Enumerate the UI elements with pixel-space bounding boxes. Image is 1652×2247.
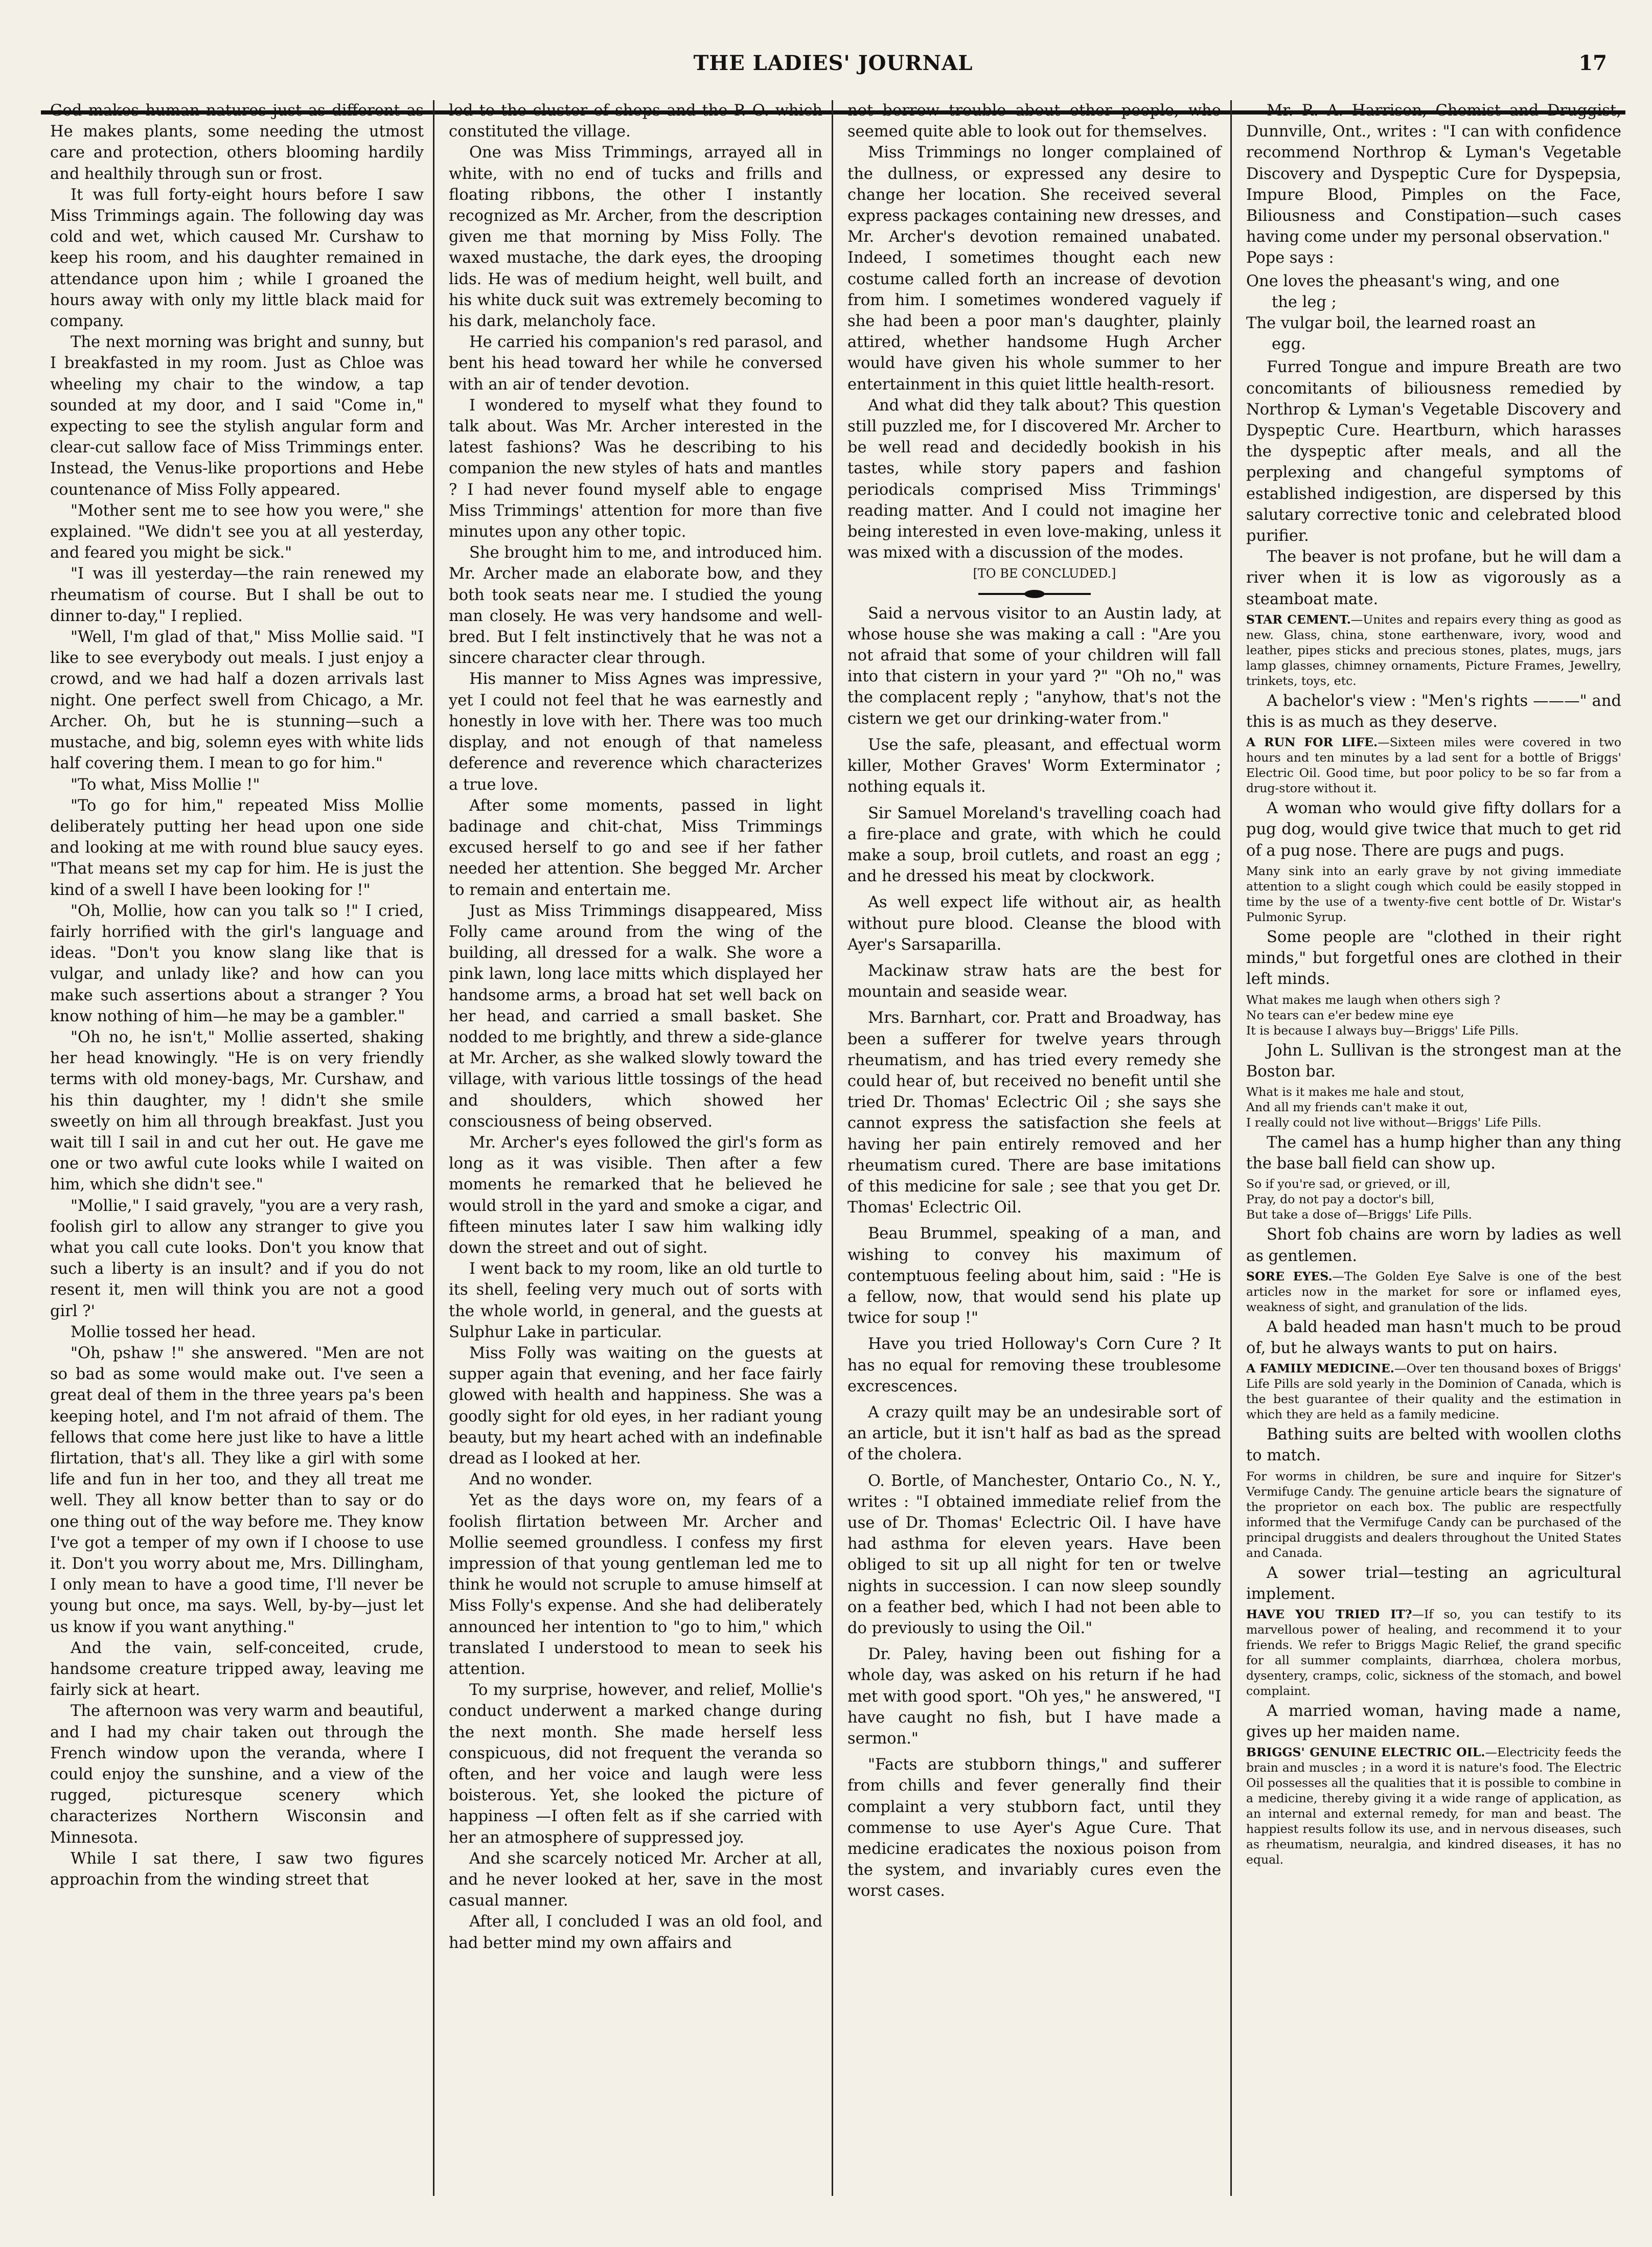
run-for-life-ad — [1246, 735, 1621, 796]
story-paragraph: And no wonder. — [469, 1471, 593, 1489]
paragraph-item: As well expect life without air, as health without pure blood. Cleanse the blood with Ayer's Sarsaparilla. — [847, 893, 1221, 954]
story-paragraph: Mollie tossed her head. — [71, 1323, 256, 1341]
story-paragraph: Just as Miss Trimmings disappeared, Miss Folly came around from the wing of the building, all dressed for a walk. She wore a pink lawn, long lace mitts which displayed her handsome arms, a broad hat set well back on her head, and carried a small basket. She nodded to me brightly, and threw a side-glance at Mr. Archer, as she walked slowly toward the village, with various little tossings of the head and shoulders, which showed her consciousness of being observed. — [449, 902, 822, 1131]
story-paragraph: "To what, Miss Mollie !" — [71, 775, 260, 794]
family-medicine-ad — [1246, 1361, 1621, 1422]
story-paragraph: Mr. Archer's eyes followed the girl's form as long as it was visible. Then after a few moments he remarked that he believed he would stroll in the yard and smoke a cigar, and fifteen minutes later I saw him walking idly down the street and out of sight. — [449, 1133, 822, 1257]
life-pills-verse — [1246, 1084, 1621, 1130]
story-paragraph: He carried his companion's red parasol, and bent his head toward her while he conversed with an air of tender devotion. — [449, 333, 822, 394]
page-columns — [41, 100, 1625, 2221]
ad-body: —If so, you can testify to its marvellous power of healing, and recommend it to your friends. We refer to Briggs Magic Relief, the grand specific for all summer complaints, diarrhœa, cholera morbus, dysentery, cramps, colic, sickness of the stomach, and bowel complaint. — [1246, 1607, 1621, 1698]
story-paragraph: The next morning was bright and sunny, but I breakfasted in my room. Just as Chloe was wheeling my chair to the window, a tap sounded at my door, and I said "Come in," expecting to see the stylish angular form and clear-cut sallow face of Miss Trimmings enter. Instead, the Venus-like proportions and Hebe countenance of Miss Folly appeared. — [50, 333, 424, 499]
ornamental-divider — [978, 593, 1091, 595]
story-paragraph: The afternoon was very warm and beautiful, and I had my chair taken out through the French window upon the veranda, where I could enjoy the sunshine, and a view of the rugged, picturesque scenery which characterizes Northern Wisconsin and Minnesota. — [50, 1702, 424, 1847]
ad-body: —The Golden Eye Salve is one of the best articles now in the market for sore or inflamed eyes, weakness of sight, and granulation of the lids. — [1246, 1269, 1621, 1314]
verse-line: And all my friends can't make it out, — [1246, 1099, 1468, 1114]
verse-line: The vulgar boil, the learned roast an — [1246, 314, 1536, 333]
column-2 — [440, 100, 833, 2196]
story-paragraph: And what did they talk about? This question still puzzled me, for I discovered Mr. Archer to be well read and decidedly bookish in his tastes, while story papers and fashion periodicals comprised Miss Trimmings' reading matter. And I could not imagine her being interested in even love-making, unless it was mixed with a discussion of the modes. — [847, 396, 1221, 562]
ad-lead: HAVE YOU TRIED IT? — [1246, 1607, 1412, 1621]
column-4 — [1237, 100, 1631, 2196]
column-1 — [41, 100, 434, 2196]
paragraph-item: O. Bortle, of Manchester, Ontario Co., N. Y., writes : "I obtained immediate relief from the use of Dr. Thomas' Eclectric Oil. I have have had asthma for eleven years. Have been obliged to sit up all night for ten or twelve nights in succession. I can now sleep soundly on a feather bed, which I had not been able to do previously to using the Oil." — [847, 1472, 1221, 1638]
story-paragraph: Yet as the days wore on, my fears of a foolish flirtation between Mr. Archer and Mollie seemed groundless. I confess my first impression of that young gentleman led me to think he would not scruple to amuse himself at Miss Folly's expense. And she had deliberately announced her intention to "go to him," which translated I understood to mean to seek his attention. — [449, 1492, 822, 1679]
verse-line: One loves the pheasant's wing, and one — [1246, 272, 1560, 290]
story-paragraph: And the vain, self-conceited, crude, handsome creature tripped away, leaving me fairly sick at heart. — [50, 1639, 424, 1700]
story-paragraph: To my surprise, however, and relief, Mollie's conduct underwent a marked change during the next month. She made herself less conspicuous, did not frequent the veranda so often, and her voice and laugh were less boisterous. Yet, she looked the picture of happiness —I often felt as if she carried with her an atmosphere of suppressed joy. — [449, 1681, 822, 1847]
beaver-item: The beaver is not profane, but he will dam a river when it is low as vigorously as a steamboat mate. — [1246, 548, 1621, 608]
verse-line: So if you're sad, or grieved, or ill, — [1246, 1177, 1451, 1191]
story-paragraph: "Oh, pshaw !" she answered. "Men are not so bad as some would make out. I've seen a great deal of them in the three years pa's been keeping hotel, and I'm not afraid of them. The fellows that come here just like to have a little flirtation, that's all. They like a girl with some life and fun in her too, and they all treat me well. They all know better than to say or do one thing out of the way before me. They know I've got a temper of my own if I choose to use it. Don't you worry about me, Mrs. Dillingham, I only mean to have a good time, I'll never be young but once, ma says. Well, by-by—just let us know if you want anything." — [50, 1344, 424, 1636]
life-pills-verse — [1246, 1176, 1621, 1222]
column-3 — [838, 100, 1232, 2196]
verse-line: I really could not live without—Briggs' Life Pills. — [1246, 1115, 1542, 1130]
furred-tongue-item: Furred Tongue and impure Breath are two concomitants of biliousness remedied by Northrop & Lyman's Vegetable Discovery and Dyspeptic Cure. Heartburn, which harasses the dyspeptic after meals, and all the perplexing and changeful symptoms of established indigestion, are dispersed by this salutary corrective tonic and celebrated blood purifier. — [1246, 358, 1621, 545]
story-paragraph: "Well, I'm glad of that," Miss Mollie said. "I like to see everybody out meals. I just enjoy a crowd, and we had half a dozen arrivals last night. One perfect swell from Chicago, a Mr. Archer. Oh, but he is stunning—such a mustache, and big, solemn eyes with white lids half covering them. I mean to go for him." — [50, 628, 424, 773]
pope-says: Pope says : — [1246, 249, 1334, 267]
page-number: 17 — [1578, 51, 1607, 75]
story-paragraph: She brought him to me, and introduced him. Mr. Archer made an elaborate bow, and they both took seats near me. I studied the young man closely. He was very handsome and well-bred. But I felt instinctively that he was not a sincere character clear through. — [449, 544, 822, 668]
verse-line: egg. — [1272, 335, 1306, 354]
verse-line: Pray, do not pay a doctor's bill, — [1246, 1192, 1435, 1207]
ad-lead: A FAMILY MEDICINE. — [1246, 1361, 1394, 1376]
story-paragraph: led to the cluster of shops and the P. O. which constituted the village. — [449, 102, 822, 141]
married-item: A married woman, having made a name, gives up her maiden name. — [1246, 1702, 1621, 1741]
clothed-item: Some people are "clothed in their right minds," but forgetful ones are clothed in their left minds. — [1246, 928, 1621, 989]
paragraph-item: Mackinaw straw hats are the best for mountain and seaside wear. — [847, 961, 1221, 1001]
ad-lead: BRIGGS' GENUINE ELECTRIC OIL. — [1246, 1745, 1485, 1760]
story-paragraph: And she scarcely noticed Mr. Archer at all, and he never looked at her, save in the most casual manner. — [449, 1849, 822, 1910]
ad-body: —Electricity feeds the brain and muscles ; in a word it is nature's food. The Electric Oil possesses all the qualities that it is possible to combine in a medicine, thereby giving it a wide range of application, as an internal and external remedy, for man and beast. The happiest results follow its use, and in nervous diseases, such as rheumatism, neuralgia, and kindred diseases, it has no equal. — [1246, 1745, 1621, 1867]
camel-item: The camel has a hump higher than any thing the base ball field can show up. — [1246, 1133, 1621, 1173]
verse-line: But take a dose of—Briggs' Life Pills. — [1246, 1207, 1473, 1222]
paragraph-item: Dr. Paley, having been out fishing for a whole day, was asked on his return if he had met with good sport. "Oh yes," he answered, "I have caught no fish, but I have made a sermon." — [847, 1645, 1221, 1748]
bathing-item: Bathing suits are belted with woollen cloths to match. — [1246, 1426, 1621, 1465]
story-paragraph: not borrow trouble about other people, who seemed quite able to look out for themselves. — [847, 102, 1221, 141]
masthead — [41, 20, 1625, 82]
story-paragraph: It was full forty-eight hours before I saw Miss Trimmings again. The following day was cold and wet, which caused Mr. Curshaw to keep his room, and his daughter remained in attendance upon him ; while I groaned the hours away with only my little black maid for company. — [50, 186, 424, 331]
worms-ad: For worms in children, be sure and inquire for Sitzer's Vermifuge Candy. The genuine article bears the signature of the proprietor on each box. The public are respectfully informed that the Vermifuge Candy can be purchased of the principal druggists and dealers throughout the United States and Canada. — [1246, 1469, 1621, 1560]
story-paragraph: Miss Folly was waiting on the guests at supper again that evening, and her face fairly glowed with health and happiness. She was a goodly sight for old eyes, in her radiant young beauty, but my heart ached with an indefinable dread as I looked at her. — [449, 1344, 822, 1468]
life-pills-verse — [1246, 992, 1621, 1038]
ad-lead: STAR CEMENT. — [1246, 612, 1351, 627]
story-paragraph: After some moments, passed in light badinage and chit-chat, Miss Trimmings excused herself to go and see if her father needed her attention. She begged Mr. Archer to remain and entertain me. — [449, 796, 822, 899]
sower-item: A sower trial—testing an agricultural implement. — [1246, 1564, 1621, 1603]
paragraph-item: "Facts are stubborn things," and sufferer from chills and fever generally find their complaint a very stubborn fact, until they commense to use Ayer's Ague Cure. That medicine eradicates the noxious poison from the system, and invariably cures even the worst cases. — [847, 1756, 1221, 1900]
verse-line: No tears can e'er bedew mine eye — [1246, 1007, 1454, 1022]
story-paragraph: "Mollie," I said gravely, "you are a very rash, foolish girl to allow any stranger to give you what you call cute looks. Don't you know that such a liberty is an insult? and if you do not resent it, men will think you are not a good girl ?' — [50, 1197, 424, 1320]
story-paragraph: While I sat there, I saw two figures approachin from the winding street that — [50, 1849, 424, 1889]
ad-body: —Unites and repairs every thing as good as new. Glass, china, stone earthenware, ivory, wood and leather, pipes sticks and precious stones, plates, mugs, jars lamp glasses, chimney ornaments, Picture Frames, Jewellry, trinkets, toys, etc. — [1246, 612, 1621, 688]
story-paragraph: "Mother sent me to see how you were," she explained. "We didn't see you at all yesterday, and feared you might be sick." — [50, 501, 424, 562]
story-paragraph: After all, I concluded I was an old fool, and had better mind my own affairs and — [449, 1913, 822, 1952]
paragraph-item: Beau Brummel, speaking of a man, and wishing to convey his maximum of contemptuous feeling about him, said : "He is a fellow, now, that would send his plate up twice for soup !" — [847, 1225, 1221, 1327]
paragraph-item: Mrs. Barnhart, cor. Pratt and Broadway, has been a sufferer for twelve years through rheumatism, and has tried every remedy she could hear of, but received no benefit until she tried Dr. Thomas' Eclectric Oil ; she says she cannot express the satisfaction she feels at having her pain entirely removed and her rheumatism cured. There are base imitations of this medicine for sale ; see that you get Dr. Thomas' Eclectric Oil. — [847, 1009, 1221, 1217]
ad-body: —Sixteen miles were covered in two hours and ten minutes by a lad sent for a bottle of Briggs' Electric Oil. Good time, but poor policy to be so far from a drug-store without it. — [1246, 735, 1621, 796]
story-paragraph: His manner to Miss Agnes was impressive, yet I could not feel that he was earnestly and honestly in love with her. There was too much display, and not enough of that nameless deference and reverence which characterizes a true love. — [449, 670, 822, 794]
sore-eyes-ad — [1246, 1269, 1621, 1315]
paragraph-item: Said a nervous visitor to an Austin lady, at whose house she was making a call : "Are you not afraid that some of your children will fall into that cistern in your yard ?" "Oh no," was the complacent reply ; "anyhow, that's not the cistern we get our drinking-water from." — [847, 604, 1221, 728]
ad-lead: SORE EYES. — [1246, 1269, 1333, 1283]
pope-verse — [1246, 271, 1621, 355]
story-paragraph: God makes human natures just as different as He makes plants, some needing the utmost care and protection, others blooming hardily and healthily through sun or frost. — [50, 102, 424, 183]
fob-item: Short fob chains are worn by ladies as well as gentlemen. — [1246, 1226, 1621, 1265]
sullivan-item: John L. Sullivan is the strongest man at the Boston bar. — [1246, 1041, 1621, 1081]
bachelor-item: A bachelor's view : "Men's rights ———" and this is as much as they deserve. — [1246, 692, 1621, 731]
paragraph-item: Use the safe, pleasant, and effectual worm killer, Mother Graves' Worm Exterminator ; nothing equals it. — [847, 736, 1221, 796]
story-paragraph: "To go for him," repeated Miss Mollie deliberately putting her head upon one side and looking at me with round blue saucy eyes. "That means set my cap for him. He is just the kind of a swell I have been looking for !" — [50, 796, 424, 899]
tried-it-ad — [1246, 1607, 1621, 1699]
pug-item: A woman who would give fifty dollars for a pug dog, would give twice that much to get rid of a pug nose. There are pugs and pugs. — [1246, 799, 1621, 860]
story-paragraph: Miss Trimmings no longer complained of the dullness, or expressed any desire to change her location. She received several express packages containing new dresses, and Mr. Archer's devotion remained unabated. Indeed, I sometimes thought each new costume called forth an increase of devotion from him. I sometimes wondered vaguely if she had been a poor man's daughter, plainly attired, whether handsome Hugh Archer would have given his whole summer to her entertainment in this quiet little health-resort. — [847, 144, 1221, 394]
star-cement-ad — [1246, 612, 1621, 689]
journal-title: THE LADIES' JOURNAL — [693, 51, 973, 75]
story-paragraph: "Oh no, he isn't," Mollie asserted, shaking her head knowingly. "He is on very friendly terms with old money-bags, Mr. Curshaw, and his thin daughter, my ! didn't she smile sweetly on him all through breakfast. Just you wait till I sail in and cut her out. He gave me one or two awful cute looks while I waited on him, which she didn't see." — [50, 1028, 424, 1194]
ad-body: —Over ten thousand boxes of Briggs' Life Pills are sold yearly in the Dominion of Canada, which is the best guarantee of their quality and the estimation in which they are held as a family medicine. — [1246, 1361, 1621, 1422]
wistar-ad: Many sink into an early grave by not giving immediate attention to a slight cough which could be easily stopped in time by the use of a twenty-five cent bottle of Dr. Wistar's Pulmonic Syrup. — [1246, 863, 1621, 924]
verse-line: the leg ; — [1272, 293, 1337, 311]
paragraph-item: Have you tried Holloway's Corn Cure ? It has no equal for removing these troublesome excrescences. — [847, 1335, 1221, 1395]
paragraph-item: Sir Samuel Moreland's travelling coach had a fire-place and grate, with which he could make a soup, broil cutlets, and roast an egg ; and he dressed his meat by clockwork. — [847, 804, 1221, 886]
to-be-concluded-note: [TO BE CONCLUDED.] — [973, 566, 1116, 581]
bald-item: A bald headed man hasn't much to be proud of, but he always wants to put on hairs. — [1246, 1318, 1621, 1357]
story-paragraph: I went back to my room, like an old turtle to its shell, feeling very much out of sorts with the whole world, in general, and the guests at Sulphur Lake in particular. — [449, 1260, 822, 1341]
story-paragraph: One was Miss Trimmings, arrayed all in white, with no end of tucks and frills and floating ribbons, the other I instantly recognized as Mr. Archer, from the description given me that morning by Miss Folly. The waxed mustache, the dark eyes, the drooping lids. He was of medium height, well built, and his white duck suit was extremely becoming to his dark, melancholy face. — [449, 144, 822, 331]
verse-line: What is it makes me hale and stout, — [1246, 1084, 1464, 1099]
paragraph-item: A crazy quilt may be an undesirable sort of an article, but it isn't half as bad as the spread of the cholera. — [847, 1403, 1221, 1464]
story-paragraph: "I was ill yesterday—the rain renewed my rheumatism of course. But I shall be out to dinner to-day," I replied. — [50, 565, 424, 625]
harrison-testimonial: Mr. R. A. Harrison, Chemist and Druggist, Dunnville, Ont., writes : "I can with confidence recommend Northrop & Lyman's Vegetable Discovery and Dyspeptic Cure for Dyspepsia, Impure Blood, Pimples on the Face, Biliousness and Constipation—such cases having come under my personal observation." — [1246, 102, 1621, 246]
verse-line: It is because I always buy—Briggs' Life Pills. — [1246, 1023, 1519, 1038]
electric-oil-ad — [1246, 1745, 1621, 1867]
ad-lead: A RUN FOR LIFE. — [1246, 735, 1378, 750]
verse-line: What makes me laugh when others sigh ? — [1246, 992, 1501, 1007]
story-paragraph: "Oh, Mollie, how can you talk so !" I cried, fairly horrified with the girl's language and ideas. "Don't you know slang like that is vulgar, and unlady like? and how can you make such assertions about a stranger ? You know nothing of him—he may be a gambler." — [50, 902, 424, 1025]
story-paragraph: I wondered to myself what they found to talk about. Was Mr. Archer interested in the latest fashions? Was he describing to his companion the new styles of hats and mantles ? I had never found myself able to engage Miss Trimmings' attention for more than five minutes upon any other topic. — [449, 396, 822, 541]
